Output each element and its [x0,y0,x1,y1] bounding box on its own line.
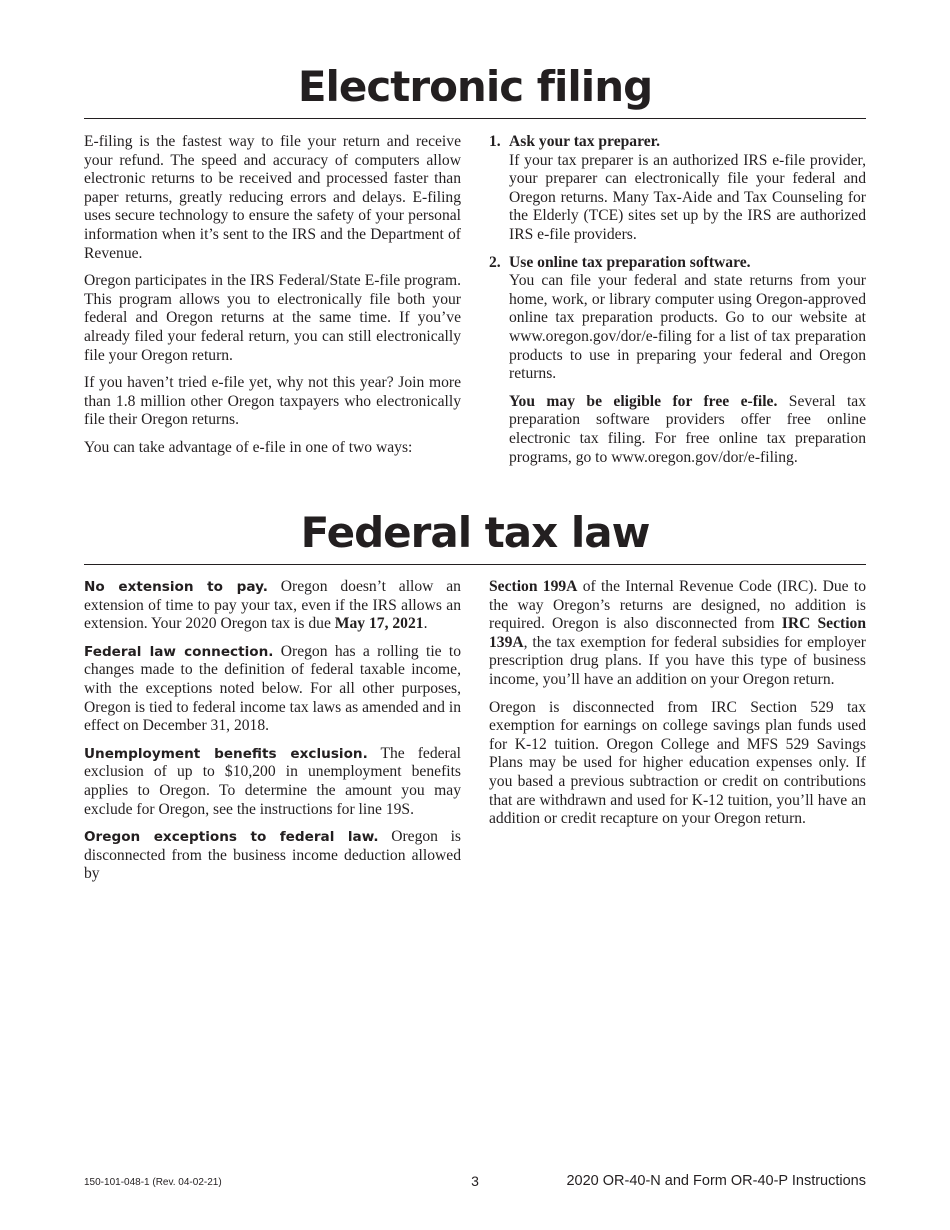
page-number: 3 [471,1173,479,1189]
page-footer [84,1172,866,1192]
section-title-electronic-filing: Electronic filing [297,62,653,111]
oregon-exceptions-paragraph [84,828,461,884]
list-body: If your tax preparer is an authorized IRS e-file provider, your preparer can electronically file your federal and Oregon returns. Many Tax-Aide and Tax Counseling for the Elderly (TCE) sites set up by the IRS are authorized IRS e-file providers. [509,151,866,243]
list-heading: Ask your tax preparer. [509,133,661,150]
section-139a-body: , the tax exemption for federal subsidies for employer prescription drug plans. If you have this type of business income, you’ll have an addition on your Oregon return. [489,633,866,688]
document-title: 2020 OR-40-N and Form OR-40-P Instructions [566,1173,866,1189]
unemployment-exclusion-heading: Unemployment benefits exclusion. [84,745,368,762]
no-extension-paragraph [84,578,461,634]
federal-right-column [489,578,866,838]
section-title-federal-tax-law: Federal tax law [300,508,650,557]
efiling-paragraph-3: If you haven’t tried e-file yet, why not this year? Join more than 1.8 million other Oregon taxpayers who electronically file their Oregon returns. [84,374,461,429]
punctuation: . [423,615,428,633]
list-number: 2. [489,253,501,271]
no-extension-body: Oregon doesn’t allow an extension of time to pay your tax, even if the IRS allows an extension. Your 2020 Oregon tax is due [84,578,461,633]
oregon-exceptions-heading: Oregon exceptions to federal law. [84,829,379,846]
section-529-paragraph: Oregon is disconnected from IRC Section 529 tax exemption for earnings on college savings plan funds used for K-12 tuition. Oregon College and MFS 529 Savings Plans may be used for higher education expenses only. If you based a previous subtraction or credit on contributions that are withdrawn and used for K-12 tuition, you’ll have an addition or credit recapture on your Oregon return. [489,698,866,828]
efiling-paragraph-2: Oregon participates in the IRS Federal/State E-file program. This program allows you to electronically file both your federal and Oregon returns at the same time. If you’ve already filed your federal return, you can still electronically file your Oregon return. [84,272,461,364]
unemployment-exclusion-body: The federal exclusion of up to $10,200 in unemployment benefits applies to Oregon. To determine the amount you may exclude for Oregon, see the instructions for line 19S. [84,744,461,818]
efiling-right-column [489,133,866,476]
free-efile-body: Several tax preparation software providers offer free online electronic tax filing. For free online tax preparation programs, go to www.oregon.gov/dor/e-filing. [509,392,867,466]
list-heading: Use online tax preparation software. [509,253,751,271]
section-199a-body: of the Internal Revenue Code (IRC). Due to the way Oregon’s returns are designed, no addition is required. Oregon is also disconnected from [489,578,866,633]
federal-law-connection-heading: Federal law connection. [84,643,274,660]
section-divider [84,564,866,565]
free-efile-heading: You may be eligible for free e-file. [509,392,778,410]
due-date: May 17, 2021 [334,615,424,633]
efile-option-1 [489,133,866,245]
efile-option-2 [489,254,866,468]
list-body: You can file your federal and state returns from your home, work, or library computer using Oregon-approved online tax preparation products. Go to our website at www.oregon.gov/dor/e-filing for a list of tax preparation products to use in preparing your federal and Oregon returns. [509,272,866,383]
federal-law-connection-body: Oregon has a rolling tie to changes made to the definition of federal taxable income, with the exceptions noted below. For all other purposes, Oregon is tied to federal income tax laws as amended and in effect on December 31, 2018. [84,642,461,735]
section-divider [84,118,866,119]
unemployment-exclusion-paragraph [84,745,461,819]
oregon-exceptions-body: Oregon is disconnected from the business income deduction allowed by [84,828,462,883]
section-139a-ref: IRC Section 139A [489,615,866,651]
free-efile-paragraph [509,393,866,467]
section-199a-paragraph [489,578,866,690]
form-number: 150-101-048-1 (Rev. 04-02-21) [84,1177,222,1188]
no-extension-heading: No extension to pay. [84,579,268,595]
federal-law-connection-paragraph [84,643,461,736]
section-199a-ref: Section 199A [489,578,578,595]
efiling-left-column [84,133,461,467]
efiling-paragraph-1: E-filing is the fastest way to file your return and receive your refund. The speed and accuracy of computers allow electronic returns to be received and processed faster than paper returns, greatly reducing errors and delays. E-filing uses secure technology to ensure the safety of your personal information when it’s sent to the IRS and the Department of Revenue. [84,133,461,262]
efiling-paragraph-4: You can take advantage of e-file in one of two ways: [84,438,413,456]
federal-left-column [84,578,461,893]
list-number: 1. [489,133,501,150]
